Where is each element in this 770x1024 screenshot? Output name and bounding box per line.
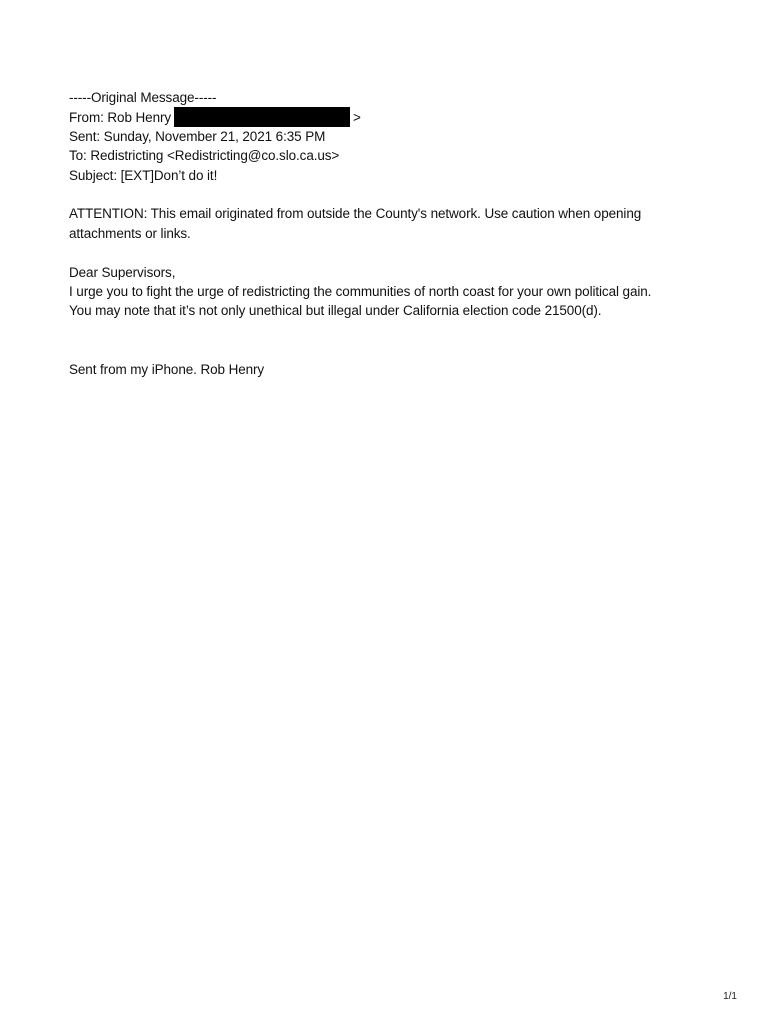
subject-line: Subject: [EXT]Don’t do it! — [69, 167, 218, 183]
original-message-divider: -----Original Message----- — [69, 90, 217, 105]
body-line-1: I urge you to fight the urge of redistricting the communities of north coast for your own political gain. — [69, 283, 652, 299]
email-document — [69, 88, 709, 379]
from-suffix: > — [353, 110, 361, 126]
redacted-email-address — [174, 107, 350, 127]
attention-notice: ATTENTION: This email originated from outside the County's network. Use caution when opening attachments or links. — [69, 206, 642, 241]
from-name: Rob Henry — [107, 110, 172, 126]
signature: Sent from my iPhone. Rob Henry — [69, 361, 265, 377]
spacer — [69, 185, 709, 204]
from-line — [69, 107, 709, 126]
from-label: From: — [69, 110, 104, 126]
greeting: Dear Supervisors, — [69, 264, 176, 280]
body-line-2: You may note that it’s not only unethical but illegal under California election code 21500(d). — [69, 303, 602, 319]
page-number: 1/1 — [723, 991, 737, 1002]
spacer — [69, 243, 709, 262]
to-line: To: Redistricting <Redistricting@co.slo.ca.us> — [69, 148, 340, 164]
sent-line: Sent: Sunday, November 21, 2021 6:35 PM — [69, 128, 326, 144]
spacer — [69, 321, 709, 360]
